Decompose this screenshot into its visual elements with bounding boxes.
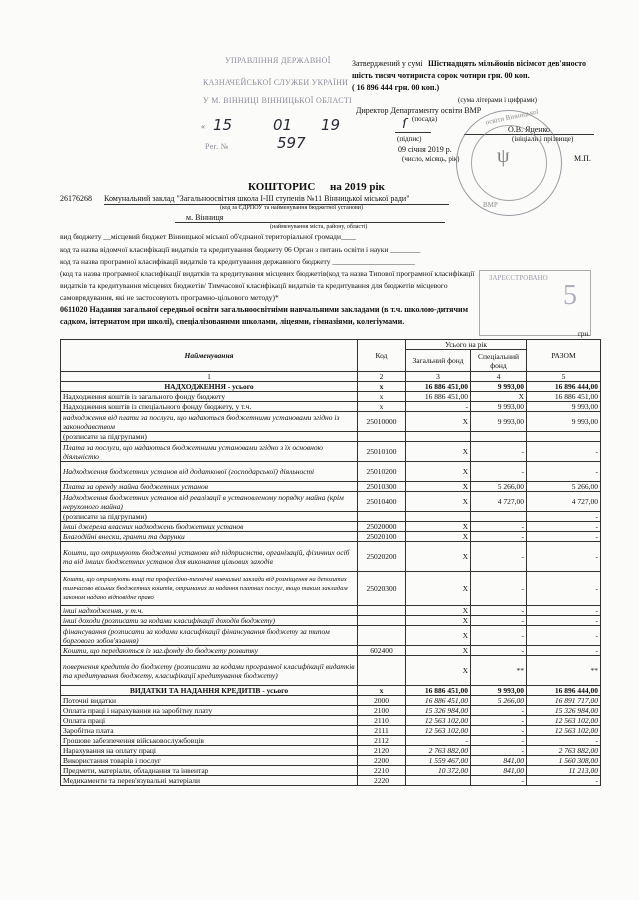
caption-edrpou: (код за ЄДРПОУ та найменування бюджетної установи) (220, 205, 363, 211)
cell-total: - (527, 512, 601, 522)
cell-code: х (358, 686, 406, 696)
cell-spec: 9 993,00 (471, 412, 527, 432)
cell-name: Медикаменти та перев'язувальні матеріали (61, 776, 358, 786)
doc-title: КОШТОРИС (248, 181, 316, 193)
round-seal-bottom-text: ВМР (483, 201, 498, 209)
cell-total: - (527, 542, 601, 572)
registered-stamp-faint: ЗАРЕЄСТРОВАНО 5 (475, 270, 595, 340)
cell-name: інші доходи (розписати за кодами класифікації доходів бюджету) (61, 616, 358, 626)
cell-spec: - (471, 572, 527, 606)
cell-total: - (527, 616, 601, 626)
cell-code: 25020000 (358, 522, 406, 532)
cell-spec: - (471, 542, 527, 572)
approval-label: Затверджений у сумі (352, 59, 423, 68)
table-row (61, 442, 601, 462)
cell-total: 2 763 882,00 (527, 746, 601, 756)
line-program-local-2: видатків та кредитування місцевих бюджетів/ Тимчасової класифікації видатків та кредитування для бюджетів місцевого (60, 281, 448, 290)
cell-code: 25010400 (358, 492, 406, 512)
cell-code: 2210 (358, 766, 406, 776)
doc-city: м. Вінниця (186, 213, 224, 222)
cell-code (358, 626, 406, 646)
table-row (61, 572, 601, 606)
cell-gen: Х (406, 656, 471, 686)
approval-amount-figures: ( 16 896 444 грн. 00 коп.) (352, 83, 440, 92)
cell-total: - (527, 776, 601, 786)
header-special: Спеціальний фонд (471, 350, 527, 372)
cell-code: 2000 (358, 696, 406, 706)
cell-spec: ** (471, 656, 527, 686)
table-row (61, 656, 601, 686)
approval-amount-words-2: шість тисяч чотириста сорок чотири грн. 00 коп. (352, 71, 530, 80)
caption-city: (найменування міста, району, області) (270, 224, 368, 230)
registry-stamp-line3: У М. ВІННИЦІ ВІННИЦЬКОЇ ОБЛАСТІ (203, 96, 352, 105)
cell-total: - (527, 626, 601, 646)
cell-spec: 9 993,00 (471, 402, 527, 412)
table-row (61, 616, 601, 626)
approval-date: 09 січня 2019 р. (398, 145, 452, 154)
cell-code: х (358, 392, 406, 402)
cell-gen: Х (406, 462, 471, 482)
header-for-year: Усього на рік (406, 340, 527, 350)
program-line-2: садком, інтернатом при школі), спеціалізованими школами, ліцеями, гімназіями, колегіумами. (60, 317, 405, 326)
registry-stamp: УПРАВЛІННЯ ДЕРЖАВНОЇ КАЗНАЧЕЙСЬКОЇ СЛУЖБИ УКРАЇНИ У М. ВІННИЦІ ВІННИЦЬКОЇ ОБЛАСТІ « 15 01 19 Per. № 597 (201, 56, 352, 152)
cell-gen: 15 326 984,00 (406, 706, 471, 716)
table-row (61, 532, 601, 542)
cell-code: 2200 (358, 756, 406, 766)
cell-code: 2112 (358, 736, 406, 746)
table-row (61, 482, 601, 492)
cell-spec: 5 266,00 (471, 696, 527, 706)
cell-code: 25010200 (358, 462, 406, 482)
cell-name: Кошти, що отримують бюджетні установи від підприємств, організацій, фізичних осіб та від інших бюджетних установ для виконання цільових заходів (61, 542, 358, 572)
table-row (61, 776, 601, 786)
cell-total: 1 560 308,00 (527, 756, 601, 766)
cell-name: надходження від плати за послуги, що надаються бюджетними установами згідно із законодавством (61, 412, 358, 432)
doc-institution: Комунальний заклад "Загальноосвітня школа І-ІІІ ступенів №11 Вінницької міської ради" (104, 194, 410, 203)
cell-gen: Х (406, 522, 471, 532)
cell-code (358, 606, 406, 616)
cell-name: Надходження бюджетних установ від реалізації в установленому порядку майна (крім нерухомого майна) (61, 492, 358, 512)
header-num-1: 1 (61, 372, 358, 382)
cell-name: Надходження коштів із спеціального фонду бюджету, у т.ч. (61, 402, 358, 412)
budget-table (60, 339, 601, 786)
cell-name: інші джерела власних надходжень бюджетних установ (61, 522, 358, 532)
registry-date-year: 19 (321, 116, 341, 134)
cell-name: Кошти, що передаються із заг.фонду до бюджету розвитку (61, 646, 358, 656)
table-row (61, 412, 601, 432)
table-row (61, 716, 601, 726)
cell-name: Оплата праці і нарахування на заробітну плату (61, 706, 358, 716)
cell-name: НАДХОДЖЕННЯ - усього (61, 382, 358, 392)
table-row (61, 766, 601, 776)
header-code: Код (358, 340, 406, 372)
cell-gen: 16 886 451,00 (406, 382, 471, 392)
cell-gen: Х (406, 616, 471, 626)
cell-gen: 10 372,00 (406, 766, 471, 776)
cell-spec: 4 727,00 (471, 492, 527, 512)
approval-caption-signature: (підпис) (397, 135, 422, 143)
cell-name: Використання товарів і послуг (61, 756, 358, 766)
cell-spec: 9 993,00 (471, 382, 527, 392)
cell-name: Кошти, що отримують вищі та професійно-технічні навчальні заклади від розміщення на депозитах тимчасово вільних бюджетних коштів, отриманих за надання платних послуг, якщо таким закладам законом надано відповідне право (61, 572, 358, 606)
cell-total: 15 326 984,00 (527, 706, 601, 716)
cell-code (358, 432, 406, 442)
cell-spec: - (471, 736, 527, 746)
cell-gen: Х (406, 606, 471, 616)
cell-name: Надходження бюджетних установ від додаткової (господарської) діяльності (61, 462, 358, 482)
line-program-local-1: (код та назва програмної класифікації видатків та кредитування місцевих бюджетів(код та назва Типової програмної класифікації (60, 269, 475, 278)
cell-spec: - (471, 776, 527, 786)
line-program-local-3: самоврядування, які не застосовують програмно-цільового методу)* (60, 293, 279, 302)
table-row (61, 542, 601, 572)
cell-total: 16 896 444,00 (527, 686, 601, 696)
table-row (61, 462, 601, 482)
header-num-3: 3 (406, 372, 471, 382)
cell-spec: - (471, 646, 527, 656)
trident-emblem-icon: ψ (497, 145, 510, 167)
cell-total: - (527, 646, 601, 656)
cell-gen: Х (406, 572, 471, 606)
line-program-state: код та назва програмної класифікації видатків та кредитування державного бюджету ______________________ (60, 257, 415, 266)
cell-code: 2111 (358, 726, 406, 736)
cell-total: 12 563 102,00 (527, 716, 601, 726)
cell-name: Плата за послуги, що надаються бюджетними установами згідно з їх основною діяльністю (61, 442, 358, 462)
currency-label: грн. (578, 330, 590, 338)
cell-name: (розписати за підгрупами) (61, 432, 358, 442)
cell-spec (471, 512, 527, 522)
cell-gen: Х (406, 646, 471, 656)
table-row (61, 736, 601, 746)
approval-mp: М.П. (574, 154, 591, 163)
cell-gen: Х (406, 442, 471, 462)
registry-date-month: 01 (273, 116, 293, 134)
table-row (61, 686, 601, 696)
cell-code (358, 616, 406, 626)
registry-number-label: Per. № (205, 142, 229, 151)
cell-gen: Х (406, 412, 471, 432)
cell-total: 9 993,00 (527, 402, 601, 412)
line-ministry: код та назва відомчої класифікації видатків та кредитування бюджету 06 Орган з питань освіти і науки ________ (60, 245, 421, 254)
cell-spec: - (471, 726, 527, 736)
signature-mark: ſ (402, 117, 407, 132)
cell-name: Поточні видатки (61, 696, 358, 706)
cell-spec: - (471, 746, 527, 756)
cell-total: 16 886 451,00 (527, 392, 601, 402)
approval-caption-words: (сума літерами і цифрами) (458, 96, 537, 104)
cell-spec: - (471, 606, 527, 616)
table-row (61, 706, 601, 716)
approval-caption-position: (посада) (412, 115, 438, 123)
table-row (61, 756, 601, 766)
cell-gen: Х (406, 626, 471, 646)
cell-name: Заробітна плата (61, 726, 358, 736)
table-row (61, 522, 601, 532)
cell-gen: Х (406, 482, 471, 492)
header-num-5: 5 (527, 372, 601, 382)
table-row (61, 392, 601, 402)
approval-caption-initials: (ініціали і прізвище) (512, 135, 574, 143)
cell-gen: 1 559 467,00 (406, 756, 471, 766)
cell-gen: - (406, 402, 471, 412)
registry-date-day: 15 (213, 116, 233, 134)
cell-name: Грошове забезпечення військовослужбовців (61, 736, 358, 746)
table-row (61, 746, 601, 756)
cell-code: 25010300 (358, 482, 406, 492)
cell-name: Предмети, матеріали, обладнання та інвентар (61, 766, 358, 776)
cell-gen: 16 886 451,00 (406, 686, 471, 696)
cell-spec: - (471, 532, 527, 542)
cell-total: 11 213,00 (527, 766, 601, 776)
cell-name: інші надходження, у т.ч. (61, 606, 358, 616)
cell-name: повернення кредитів до бюджету (розписати за кодами програмної класифікації видатків та кредитування бюджету, класифікації кредитування бюджету) (61, 656, 358, 686)
cell-spec: - (471, 462, 527, 482)
table-row (61, 696, 601, 706)
table-row (61, 382, 601, 392)
approval-director: Директор Департаменту освіти ВМР (356, 106, 482, 115)
cell-name: Оплата праці (61, 716, 358, 726)
cell-code (358, 656, 406, 686)
cell-name: Нарахування на оплату праці (61, 746, 358, 756)
cell-spec: - (471, 522, 527, 532)
cell-total: 16 896 444,00 (527, 382, 601, 392)
cell-spec: - (471, 442, 527, 462)
cell-spec: 9 993,00 (471, 686, 527, 696)
cell-gen: 16 886 451,00 (406, 696, 471, 706)
cell-code: 25010000 (358, 412, 406, 432)
cell-gen: 2 763 882,00 (406, 746, 471, 756)
cell-name: Плата за оренду майна бюджетних установ (61, 482, 358, 492)
table-row (61, 402, 601, 412)
table-row (61, 512, 601, 522)
round-seal-top-text: освіти Вінницької (484, 107, 540, 127)
cell-code (358, 512, 406, 522)
cell-name: ВИДАТКИ ТА НАДАННЯ КРЕДИТІВ - усього (61, 686, 358, 696)
table-row (61, 726, 601, 736)
table-row (61, 646, 601, 656)
cell-gen: 16 886 451,00 (406, 392, 471, 402)
table-row (61, 606, 601, 616)
header-total: РАЗОМ (527, 340, 601, 372)
cell-code: х (358, 382, 406, 392)
cell-spec: - (471, 716, 527, 726)
cell-name: Благодійні внески, гранти та дарунки (61, 532, 358, 542)
cell-spec: - (471, 706, 527, 716)
cell-spec: - (471, 616, 527, 626)
approval-signer-name: О.В. Яценко (508, 125, 551, 134)
cell-name: (розписати за підгрупами) (61, 512, 358, 522)
cell-gen (406, 512, 471, 522)
cell-total: 12 563 102,00 (527, 726, 601, 736)
cell-code: 2120 (358, 746, 406, 756)
cell-gen: Х (406, 532, 471, 542)
cell-gen (406, 776, 471, 786)
cell-gen: Х (406, 492, 471, 512)
cell-spec: 5 266,00 (471, 482, 527, 492)
cell-total: 4 727,00 (527, 492, 601, 512)
cell-total: 5 266,00 (527, 482, 601, 492)
cell-gen: 12 563 102,00 (406, 726, 471, 736)
round-seal (456, 107, 562, 216)
cell-spec: 841,00 (471, 766, 527, 776)
cell-total: 9 993,00 (527, 412, 601, 432)
header-general: Загальний фонд (406, 350, 471, 372)
registered-stamp-word: ЗАРЕЄСТРОВАНО (489, 274, 548, 282)
header-name: Найменування (61, 340, 358, 372)
cell-spec: 841,00 (471, 756, 527, 766)
cell-total: - (527, 736, 601, 746)
cell-total: 16 891 717,00 (527, 696, 601, 706)
cell-gen: 12 563 102,00 (406, 716, 471, 726)
cell-total (527, 432, 601, 442)
approval-amount-words-1: Шістнадцять мільйонів вісімсот дев'яносто (428, 59, 586, 68)
cell-code: 25020100 (358, 532, 406, 542)
cell-spec: - (471, 626, 527, 646)
cell-total: - (527, 606, 601, 616)
cell-code: 2220 (358, 776, 406, 786)
cell-total: - (527, 572, 601, 606)
header-num-4: 4 (471, 372, 527, 382)
cell-code: х (358, 402, 406, 412)
cell-gen: - (406, 736, 471, 746)
header-num-2: 2 (358, 372, 406, 382)
cell-code: 25010100 (358, 442, 406, 462)
table-row (61, 626, 601, 646)
cell-code: 2110 (358, 716, 406, 726)
registry-stamp-line1: УПРАВЛІННЯ ДЕРЖАВНОЇ (225, 56, 331, 65)
cell-total: - (527, 442, 601, 462)
cell-total: - (527, 522, 601, 532)
cell-code: 25020300 (358, 572, 406, 606)
cell-total: - (527, 532, 601, 542)
cell-code: 25020200 (358, 542, 406, 572)
doc-edrpou: 26176268 (60, 194, 92, 203)
cell-code: 2100 (358, 706, 406, 716)
cell-code: 602400 (358, 646, 406, 656)
program-line-1: 0611020 Надання загальної середньої освіти загальноосвітніми навчальними закладами (в т.ч. школою-дитячим (60, 305, 469, 314)
cell-gen: Х (406, 542, 471, 572)
doc-year: на 2019 рік (330, 181, 385, 193)
cell-spec: Х (471, 392, 527, 402)
table-row (61, 492, 601, 512)
budget-type: вид бюджету __місцевий бюджет Вінницької міської об'єднаної територіальної громади____ (60, 232, 356, 241)
approval-caption-date: (число, місяць, рік) (402, 155, 460, 163)
cell-total: - (527, 462, 601, 482)
cell-name: Надходження коштів із загального фонду бюджету (61, 392, 358, 402)
cell-spec (471, 432, 527, 442)
table-row (61, 432, 601, 442)
registry-stamp-line2: КАЗНАЧЕЙСЬКОЇ СЛУЖБИ УКРАЇНИ (203, 78, 349, 87)
cell-total: ** (527, 656, 601, 686)
cell-name: фінансування (розписати за кодами класифікації фінансування бюджету за типом боргового зобов'язання) (61, 626, 358, 646)
registry-number: 597 (277, 134, 306, 152)
cell-gen (406, 432, 471, 442)
